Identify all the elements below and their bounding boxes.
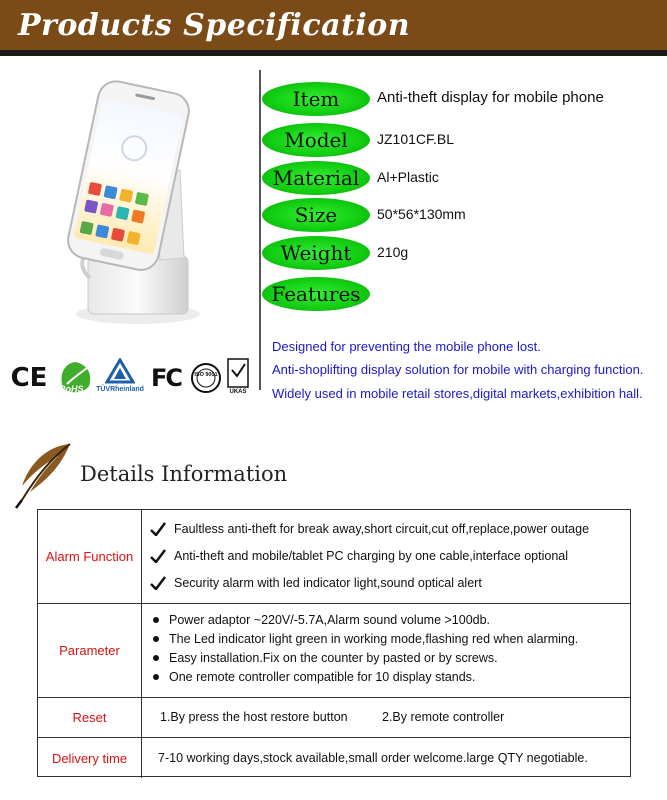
- header-banner: [0, 0, 667, 50]
- checkmark-icon: [150, 549, 166, 563]
- list-item: Anti-theft and mobile/tablet PC charging by one cable,interface optional: [150, 549, 568, 563]
- product-photo: [60, 78, 210, 340]
- iso-9001-logo: ISO 9001: [189, 358, 223, 398]
- list-item: 1.By press the host restore button: [160, 710, 348, 724]
- rohs-logo: RoHS: [55, 358, 95, 400]
- list-item: The Led indicator light green in working mode,flashing red when alarming.: [150, 632, 578, 646]
- spec-value-item: Anti-theft display for mobile phone: [377, 89, 604, 106]
- details-heading: Details Information: [80, 462, 288, 486]
- table-row-alarm-function: [38, 510, 630, 604]
- spec-label-model: Model: [262, 123, 370, 157]
- table-row-delivery-time: [38, 738, 630, 778]
- checkmark-icon: [150, 522, 166, 536]
- list-item: One remote controller compatible for 10 display stands.: [150, 670, 475, 684]
- feature-line-1: Designed for preventing the mobile phone lost.: [272, 339, 541, 354]
- bullet-icon: [153, 617, 159, 623]
- spec-label-item: Item: [262, 82, 370, 116]
- spec-label-material: Material: [262, 161, 370, 195]
- header-divider: [0, 50, 667, 56]
- page-title: Products Specification: [18, 8, 411, 43]
- row-label-alarm-function: Alarm Function: [38, 510, 142, 603]
- list-item: 2.By remote controller: [382, 710, 505, 724]
- spec-value-weight: 210g: [377, 244, 409, 260]
- spec-value-model: JZ101CF.BL: [377, 131, 455, 147]
- spec-value-material: Al+Plastic: [377, 169, 439, 185]
- ukas-logo: UKAS: [226, 358, 250, 402]
- list-item: Faultless anti-theft for break away,short circuit,cut off,replace,power outage: [150, 522, 589, 536]
- ce-logo: CE: [10, 363, 48, 393]
- vertical-divider: [259, 70, 261, 390]
- fc-logo: FC: [150, 364, 181, 392]
- quill-pen-icon: [8, 440, 78, 510]
- row-label-reset: Reset: [38, 698, 142, 737]
- details-table: [37, 509, 631, 777]
- tuv-rheinland-logo: TÜVRheinland: [96, 358, 144, 400]
- list-item: Easy installation.Fix on the counter by pasted or by screws.: [150, 651, 498, 665]
- bullet-icon: [153, 655, 159, 661]
- list-item: 7-10 working days,stock available,small order welcome.large QTY negotiable.: [158, 751, 588, 765]
- feature-line-2: Anti-shoplifting display solution for mobile with charging function.: [272, 362, 644, 377]
- row-label-parameter: Parameter: [38, 604, 142, 697]
- spec-label-size: Size: [262, 198, 370, 232]
- spec-label-features: Features: [262, 277, 370, 311]
- bullet-icon: [153, 636, 159, 642]
- list-item: Security alarm with led indicator light,sound optical alert: [150, 576, 482, 590]
- table-row-parameter: [38, 604, 630, 698]
- checkmark-icon: [150, 576, 166, 590]
- table-row-reset: [38, 698, 630, 738]
- row-label-delivery-time: Delivery time: [38, 738, 142, 778]
- spec-value-size: 50*56*130mm: [377, 206, 466, 222]
- feature-line-3: Widely used in mobile retail stores,digital markets,exhibition hall.: [272, 386, 643, 401]
- list-item: Power adaptor ~220V/-5.7A,Alarm sound volume >100db.: [150, 613, 490, 627]
- spec-label-weight: Weight: [262, 236, 370, 270]
- bullet-icon: [153, 674, 159, 680]
